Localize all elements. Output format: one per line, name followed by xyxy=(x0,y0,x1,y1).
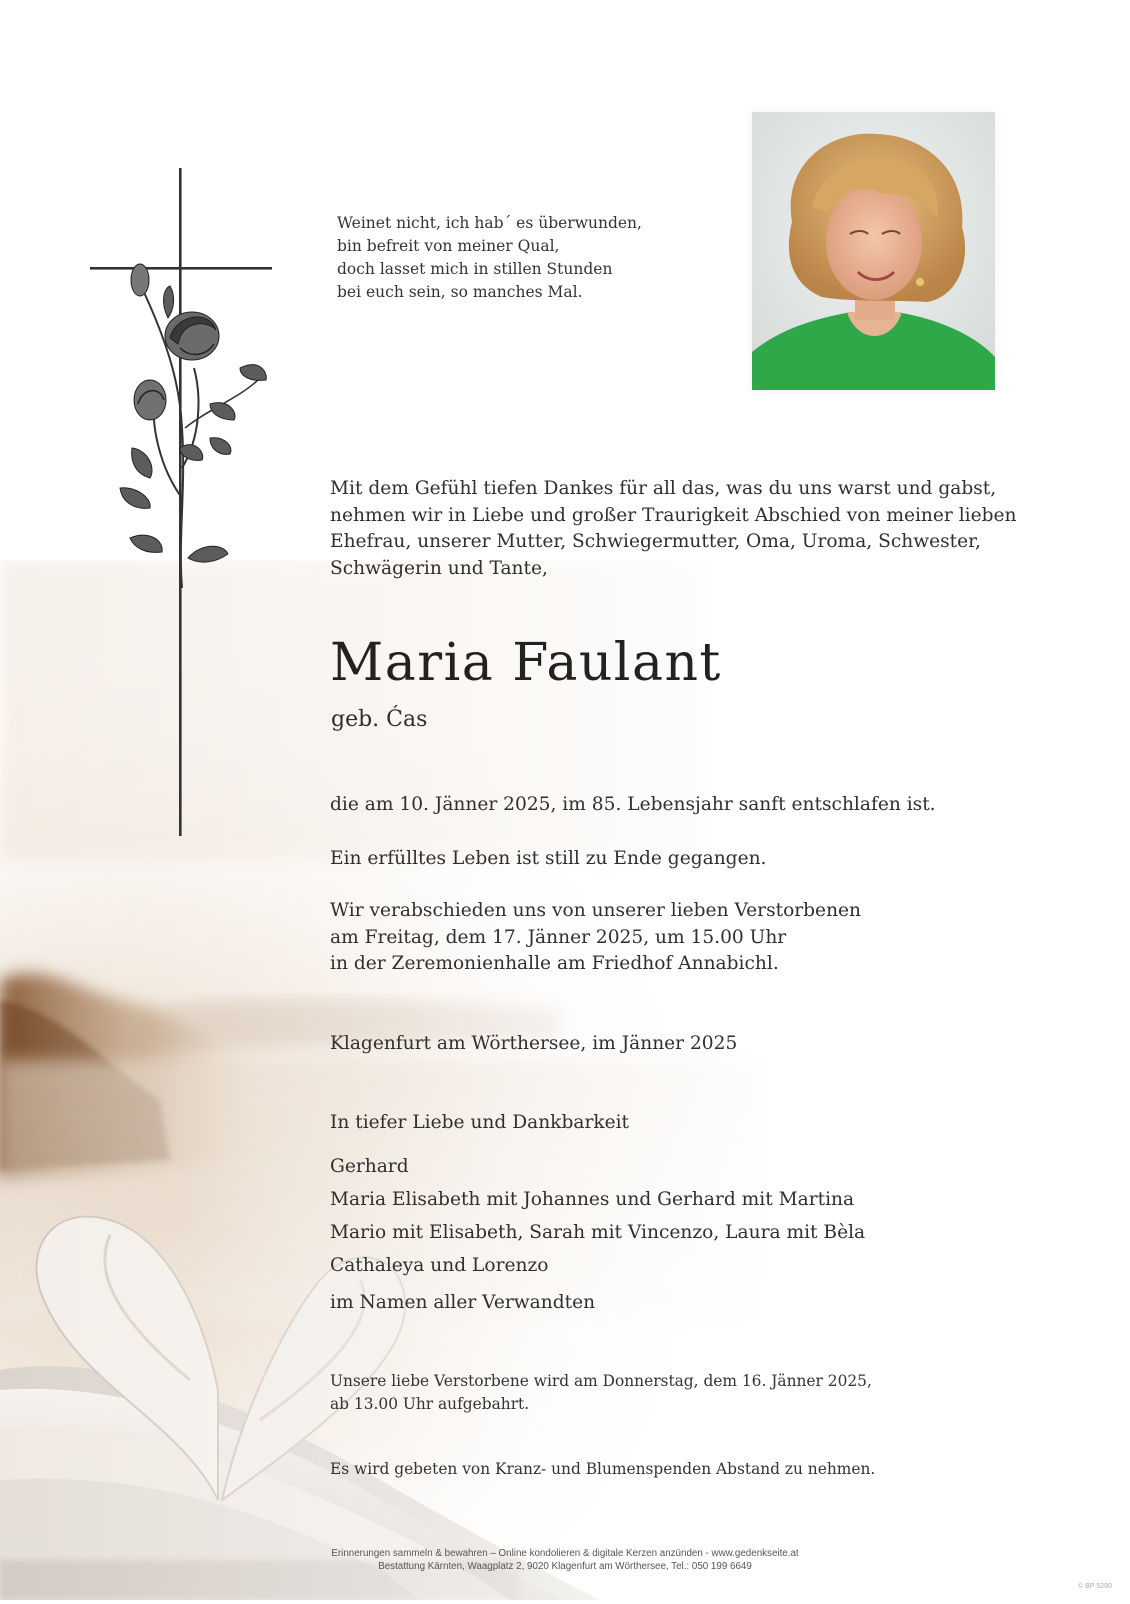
death-notice xyxy=(330,792,936,819)
mourner-name: Maria Elisabeth mit Johannes und Gerhard mit Martina xyxy=(330,1189,855,1210)
mourners-closing: im Namen aller Verwandten xyxy=(330,1292,596,1313)
verse-line: doch lasset mich in stillen Stunden xyxy=(337,260,613,278)
farewell-line: in der Zeremonienhalle am Friedhof Annabichl. xyxy=(330,953,779,974)
footer xyxy=(0,1547,1130,1573)
farewell-line: Wir verabschieden uns von unserer lieben Verstorbenen xyxy=(330,900,862,921)
cross-icon xyxy=(90,168,272,836)
deceased-name: Maria Faulant xyxy=(330,633,722,693)
footer-line-website: Erinnerungen sammeln & bewahren – Online kondolieren & digitale Kerzen anzünden - www.gedenkseite.at xyxy=(331,1548,799,1559)
flowers-note-text: Es wird gebeten von Kranz- und Blumenspenden Abstand zu nehmen. xyxy=(330,1460,876,1478)
intro-line: nehmen wir in Liebe und großer Traurigkeit Abschied von meiner lieben xyxy=(330,504,1017,526)
farewell-line: am Freitag, dem 17. Jänner 2025, um 15.00 Uhr xyxy=(330,926,787,948)
mourner-name: Cathaleya und Lorenzo xyxy=(330,1255,549,1276)
verse-block xyxy=(337,212,697,304)
mourners-heading: In tiefer Liebe und Dankbarkeit xyxy=(330,1112,630,1133)
mourners-closing-block xyxy=(330,1290,595,1317)
footer-line-address: Bestattung Kärnten, Waagplatz 2, 9020 Klagenfurt am Wörthersee, Tel.: 050 199 6649 xyxy=(378,1561,752,1572)
verse-line: bei euch sein, so manches Mal. xyxy=(337,283,583,301)
mourners-list xyxy=(330,1150,865,1282)
death-notice-line: die am 10. Jänner 2025, im 85. Lebensjahr sanft entschlafen ist. xyxy=(330,794,936,815)
place-date xyxy=(330,1031,737,1058)
verse-line: bin befreit von meiner Qual, xyxy=(337,237,560,255)
mourner-name: Gerhard xyxy=(330,1156,409,1177)
mourner-name: Mario mit Elisabeth, Sarah mit Vincenzo, Laura mit Bèla xyxy=(330,1222,866,1243)
intro-line: Mit dem Gefühl tiefen Dankes für all das, was du uns warst und gabst, xyxy=(330,478,997,499)
intro-line: Ehefrau, unserer Mutter, Schwiegermutter, Oma, Uroma, Schwester, xyxy=(330,531,981,552)
viewing-line: ab 13.00 Uhr aufgebahrt. xyxy=(330,1395,530,1413)
verse-line: Weinet nicht, ich hab´ es überwunden, xyxy=(337,214,642,232)
cross-with-rose xyxy=(90,168,280,858)
intro-line: Schwägerin und Tante, xyxy=(330,557,548,579)
portrait-photo xyxy=(752,112,995,390)
viewing-line: Unsere liebe Verstorbene wird am Donnerstag, dem 16. Jänner 2025, xyxy=(330,1372,872,1390)
maiden-name: geb. Ćas xyxy=(331,707,428,732)
farewell-paragraph xyxy=(330,898,861,978)
flowers-note xyxy=(330,1458,875,1481)
document-code: © BP 5280 xyxy=(1078,1583,1112,1590)
life-line xyxy=(330,846,766,873)
intro-paragraph xyxy=(330,476,1050,582)
life-line-text: Ein erfülltes Leben ist still zu Ende gegangen. xyxy=(330,848,767,869)
mourners-heading-block xyxy=(330,1110,629,1137)
place-date-text: Klagenfurt am Wörthersee, im Jänner 2025 xyxy=(330,1033,738,1054)
viewing-note xyxy=(330,1370,872,1416)
rose-icon xyxy=(120,264,266,588)
